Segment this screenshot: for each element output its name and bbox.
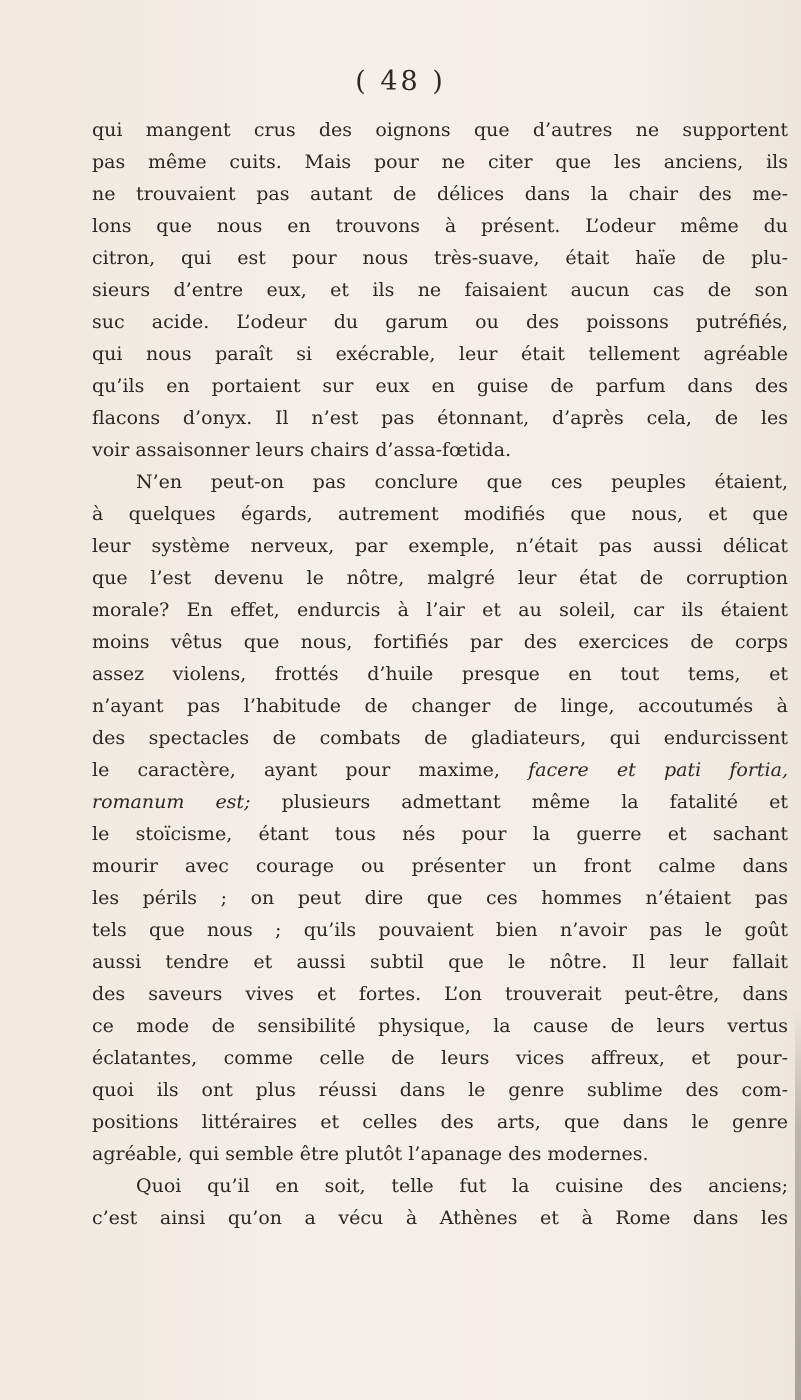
text-line: aussi tendre et aussi subtil que le nôtre. Il leur fallait (92, 951, 788, 973)
text-line: quoi ils ont plus réussi dans le genre sublime des com- (92, 1079, 788, 1101)
latin-maxim: facere et pati fortia, (528, 759, 788, 781)
text-line: des saveurs vives et fortes. L’on trouverait peut-être, dans (92, 983, 788, 1005)
text-line: ne trouvaient pas autant de délices dans la chair des me- (92, 183, 788, 205)
text-line: pas même cuits. Mais pour ne citer que les anciens, ils (92, 151, 788, 173)
text-line: des spectacles de combats de gladiateurs, qui endurcissent (92, 727, 788, 749)
text-line: morale? En effet, endurcis à l’air et au soleil, car ils étaient (92, 599, 788, 621)
text-line: positions littéraires et celles des arts, que dans le genre (92, 1111, 788, 1133)
paragraph-end-line: agréable, qui semble être plutôt l’apanage des modernes. (92, 1143, 649, 1165)
text-line: c’est ainsi qu’on a vécu à Athènes et à Rome dans les (92, 1207, 788, 1229)
text-line: moins vêtus que nous, fortifiés par des exercices de corps (92, 631, 788, 653)
text-line: à quelques égards, autrement modifiés que nous, et que (92, 503, 788, 525)
text-line: sieurs d’entre eux, et ils ne faisaient aucun cas de son (92, 279, 788, 301)
text-line: leur système nerveux, par exemple, n’était pas aussi délicat (92, 535, 788, 557)
text-line: qu’ils en portaient sur eux en guise de parfum dans des (92, 375, 788, 397)
text-line: flacons d’onyx. Il n’est pas étonnant, d’après cela, de les (92, 407, 788, 429)
paragraph-start-line: Quoi qu’il en soit, telle fut la cuisine des anciens; (136, 1175, 788, 1197)
text-line-with-latin: romanum est; plusieurs admettant même la fatalité et (92, 791, 788, 813)
latin-maxim-end: romanum est; (92, 791, 251, 813)
text-line: les périls ; on peut dire que ces hommes n’étaient pas (92, 887, 788, 909)
text-line: qui mangent crus des oignons que d’autres ne supportent (92, 119, 788, 141)
text-line: le stoïcisme, étant tous nés pour la guerre et sachant (92, 823, 788, 845)
text-line: assez violens, frottés d’huile presque en tout tems, et (92, 663, 788, 685)
body-text (92, 114, 788, 1234)
page-edge-shadow (795, 1010, 801, 1400)
text-line: ce mode de sensibilité physique, la cause de leurs vertus (92, 1015, 788, 1037)
text-line: mourir avec courage ou présenter un front calme dans (92, 855, 788, 877)
text-line: n’ayant pas l’habitude de changer de linge, accoutumés à (92, 695, 788, 717)
paragraph-end-line: voir assaisonner leurs chairs d’assa-fœtida. (92, 439, 512, 461)
text-line: citron, qui est pour nous très-suave, était haïe de plu- (92, 247, 788, 269)
text-line: suc acide. L’odeur du garum ou des poissons putréfiés, (92, 311, 788, 333)
page-number: ( 48 ) (355, 66, 446, 97)
text-line-with-latin: le caractère, ayant pour maxime, facere et pati fortia, (92, 759, 788, 781)
paragraph-start-line: N’en peut-on pas conclure que ces peuples étaient, (136, 471, 788, 493)
text-line: que l’est devenu le nôtre, malgré leur état de corruption (92, 567, 788, 589)
text-line: éclatantes, comme celle de leurs vices affreux, et pour- (92, 1047, 788, 1069)
text-line: lons que nous en trouvons à présent. L’odeur même du (92, 215, 788, 237)
text-line: qui nous paraît si exécrable, leur était tellement agréable (92, 343, 788, 365)
text-line: tels que nous ; qu’ils pouvaient bien n’avoir pas le goût (92, 919, 788, 941)
